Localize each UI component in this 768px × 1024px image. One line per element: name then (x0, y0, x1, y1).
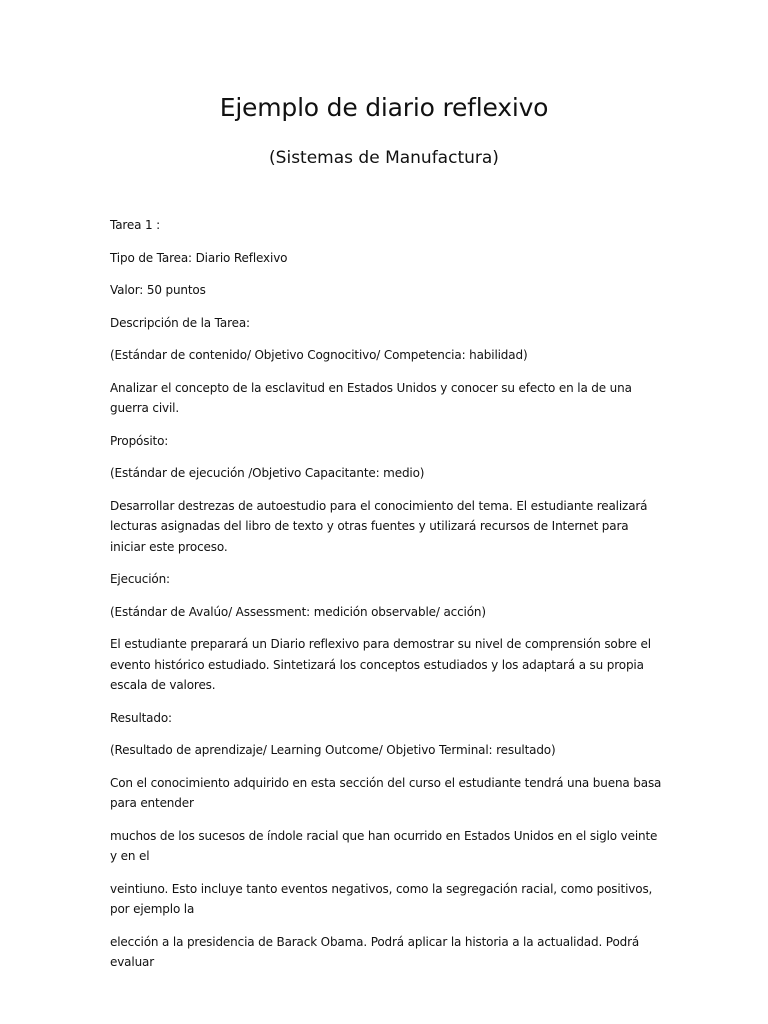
document-body (110, 215, 665, 985)
paragraph-estandar-contenido: (Estándar de contenido/ Objetivo Cognocitivo/ Competencia: habilidad) (110, 348, 528, 362)
paragraph-tipo-de-tarea: Tipo de Tarea: Diario Reflexivo (110, 250, 288, 265)
paragraph-sucesos-raciales: muchos de los sucesos de índole racial que han ocurrido en Estados Unidos en el siglo veinte y en el (110, 828, 658, 863)
paragraph-tarea: Tarea 1 : (110, 218, 161, 232)
paragraph-ejecucion-heading: Ejecución: (110, 572, 170, 586)
paragraph-resultado-heading: Resultado: (110, 710, 172, 725)
paragraph-estandar-ejecucion: (Estándar de ejecución /Objetivo Capacitante: medio) (110, 466, 425, 480)
paragraph-desarrollar: Desarrollar destrezas de autoestudio para el conocimiento del tema. El estudiante realizará lecturas asignadas del libro de texto y otras fuentes y utilizará recursos de Internet para iniciar este proceso. (110, 498, 648, 554)
paragraph-proposito-heading: Propósito: (110, 433, 169, 448)
paragraph-analizar: Analizar el concepto de la esclavitud en Estados Unidos y conocer su efecto en la de una guerra civil. (110, 380, 632, 415)
paragraph-resultado-aprendizaje: (Resultado de aprendizaje/ Learning Outcome/ Objetivo Terminal: resultado) (110, 743, 556, 757)
document-title: Ejemplo de diario reflexivo (219, 93, 549, 122)
paragraph-conocimiento-adquirido: Con el conocimiento adquirido en esta sección del curso el estudiante tendrá una buena basa para entender (110, 775, 662, 810)
paragraph-descripcion-heading: Descripción de la Tarea: (110, 315, 250, 330)
paragraph-valor: Valor: 50 puntos (110, 283, 206, 297)
paragraph-estandar-avaluo: (Estándar de Avalúo/ Assessment: medición observable/ acción) (110, 604, 486, 619)
paragraph-veintiuno: veintiuno. Esto incluye tanto eventos negativos, como la segregación racial, como positivos, por ejemplo la (110, 881, 653, 916)
document-subtitle: (Sistemas de Manufactura) (269, 148, 499, 168)
paragraph-estudiante-preparara: El estudiante preparará un Diario reflexivo para demostrar su nivel de comprensión sobre el evento histórico estudiado. Sintetizará los conceptos estudiados y los adaptará a su propia escala de valores. (110, 637, 651, 692)
paragraph-eleccion-obama: elección a la presidencia de Barack Obama. Podrá aplicar la historia a la actualidad. Podrá evaluar (110, 934, 640, 969)
